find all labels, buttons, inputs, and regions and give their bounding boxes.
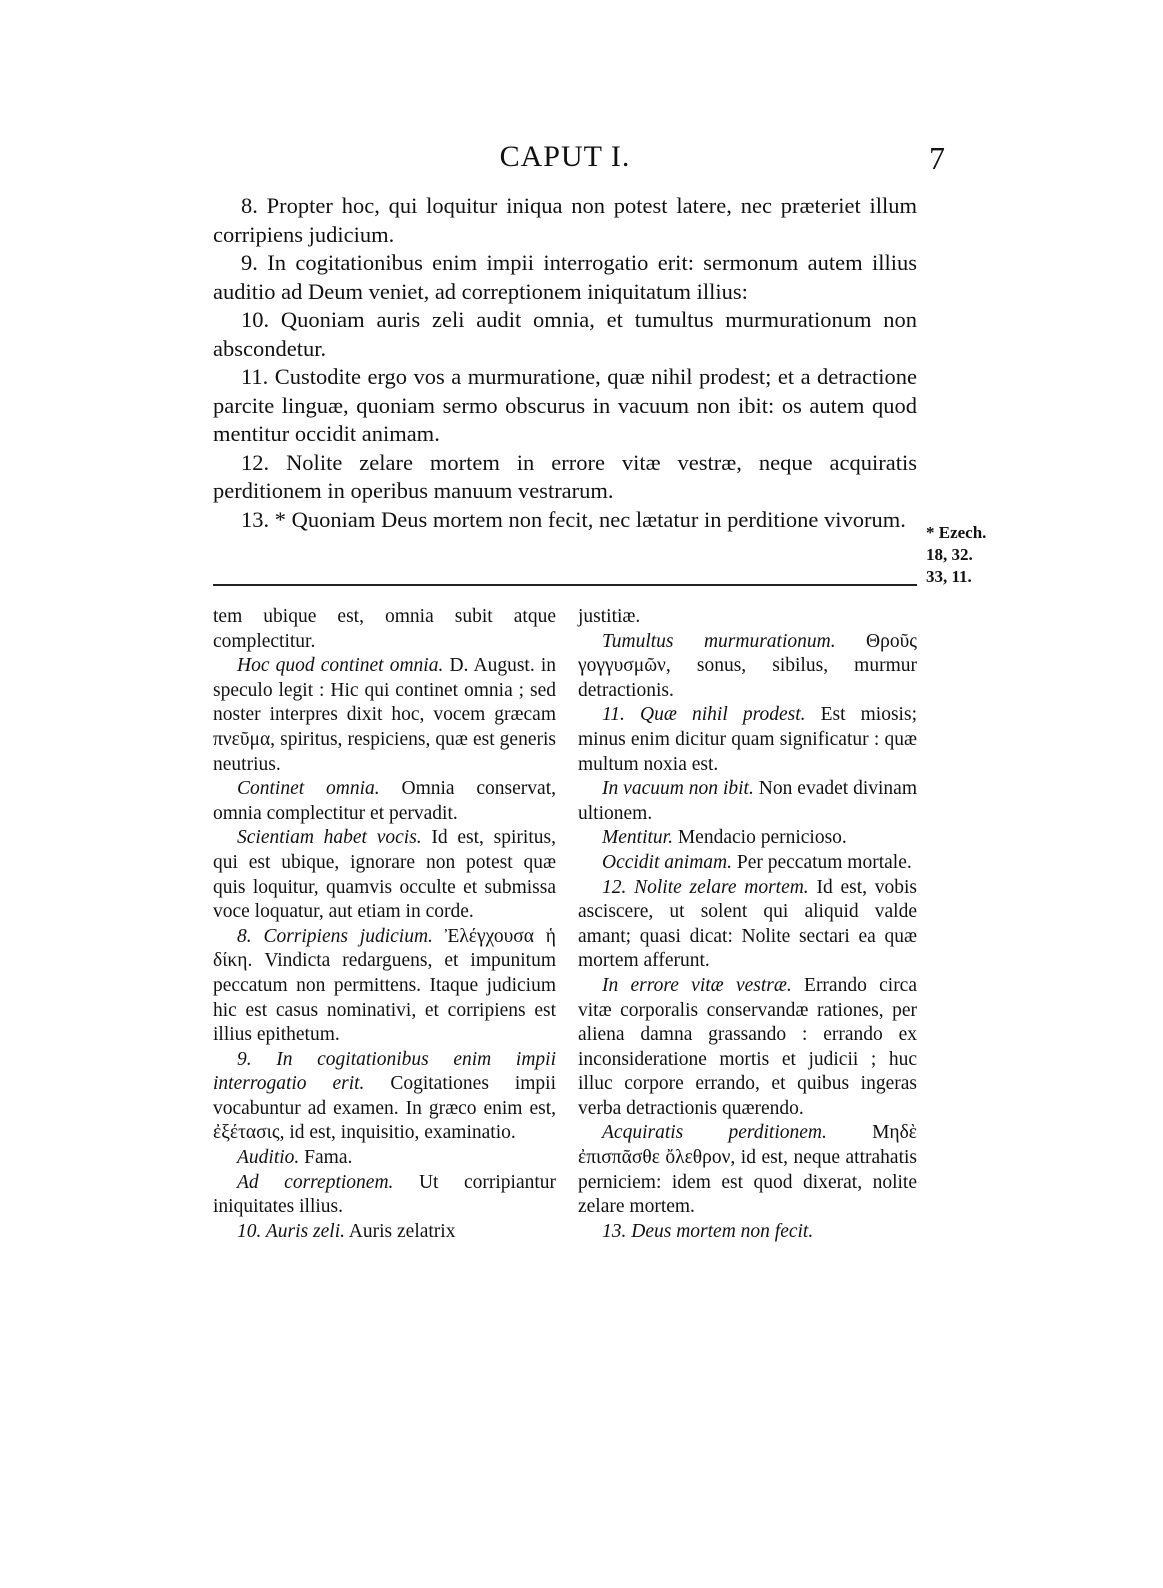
commentary-paragraph: Occidit animam. Per peccatum mortale. <box>602 851 912 873</box>
commentary-paragraph: 13. Deus mortem non fecit. <box>602 1220 814 1242</box>
commentary-paragraph: Hoc quod continet omnia. D. August. in speculo legit : Hic qui continet omnia ; sed noster interpres dixit hoc, vocem græcam πνεῦμα, spiritus, respiciens, quæ est generis neutrius. <box>213 655 556 775</box>
commentary-paragraph: 8. Corripiens judicium. Ἐλέγχουσα ἡ δίκη. Vindicta redarguens, et impunitum peccatum non permittens. Itaque judicium hic est casus nominativi, et corripiens est illius epithetum. <box>213 925 557 1046</box>
commentary-paragraph: Scientiam habet vocis. Id est, spiritus, qui est ubique, ignorare non potest quæ quis loquitur, quamvis occulte et submissa voce loquatur, aut etiam in corde. <box>213 827 556 923</box>
commentary-paragraph: 11. Quæ nihil prodest. Est miosis; minus enim dicitur quam significatur : quæ multum noxia est. <box>578 704 917 775</box>
marginal-reference: * Ezech. 18, 32. 33, 11. <box>926 523 987 586</box>
commentary-paragraph: Tumultus murmurationum. Θροῦς γογγυσμῶν, sonus, sibilus, murmur detractionis. <box>578 630 917 701</box>
commentary-paragraph: Mentitur. Mendacio pernicioso. <box>602 827 847 849</box>
page-number: 7 <box>929 140 945 176</box>
verse: 9. In cogitationibus enim impii interrogatio erit: sermonum autem illius auditio ad Deum veniet, ad correptionem iniquitatum illius: <box>213 250 917 304</box>
commentary-right-column <box>578 605 917 1244</box>
commentary-paragraph: 10. Auris zeli. Auris zelatrix <box>237 1220 456 1242</box>
commentary-paragraph: Ad correptionem. Ut corripiantur iniquitates illius. <box>213 1171 557 1218</box>
commentary-paragraph: In errore vitæ vestræ. Errando circa vitæ corporalis conservandæ rationes, per aliena damna grassando : errando ex inconsideratione mortis et judicii ; huc illuc corpore errando, et quibus ingeras verba detractionis quærendo. <box>578 974 917 1119</box>
commentary-paragraph: In vacuum non ibit. Non evadet divinam ultionem. <box>578 778 918 824</box>
commentary-paragraph: 12. Nolite zelare mortem. Id est, vobis asciscere, ut solent qui aliquid valde amant; quasi dicat: Nolite sectari ea quæ mortem afferunt. <box>578 876 917 972</box>
bible-text <box>213 192 917 534</box>
running-head <box>215 140 945 190</box>
verse: 8. Propter hoc, qui loquitur iniqua non potest latere, nec præteriet illum corripiens judicium. <box>213 193 917 247</box>
commentary-left-column <box>213 605 556 1244</box>
commentary-paragraph: justitiæ. <box>578 606 641 627</box>
chapter-title: CAPUT I. <box>499 140 631 173</box>
verse: 12. Nolite zelare mortem in errore vitæ vestræ, neque acquiratis perditionem in operibus manuum vestrarum. <box>213 449 917 503</box>
commentary-paragraph: tem ubique est, omnia subit atque complectitur. <box>213 606 556 652</box>
verse: 11. Custodite ergo vos a murmuratione, quæ nihil prodest; et a detractione parcite linguæ, quoniam sermo obscurus in vacuum non ibit: os autem quod mentitur occidit animam. <box>213 364 917 446</box>
commentary-paragraph: Acquiratis perditionem. Μηδὲ ἐπισπᾶσθε ὄλεθρον, id est, neque attrahatis perniciem: idem est quod dixerat, nolite zelare mortem. <box>578 1122 917 1218</box>
commentary-paragraph: 9. In cogitationibus enim impii interrogatio erit. Cogitationes impii vocabuntur ad examen. In græco enim est, ἐξέτασις, id est, inquisitio, examinatio. <box>213 1048 556 1144</box>
verse: 10. Quoniam auris zeli audit omnia, et tumultus murmurationum non abscondetur. <box>213 307 918 361</box>
verse: 13. * Quoniam Deus mortem non fecit, nec lætatur in perditione vivorum. <box>241 506 906 532</box>
section-divider <box>213 584 917 586</box>
commentary-paragraph: Continet omnia. Omnia conservat, omnia complectitur et pervadit. <box>213 778 556 824</box>
commentary-paragraph: Auditio. Fama. <box>237 1147 353 1169</box>
